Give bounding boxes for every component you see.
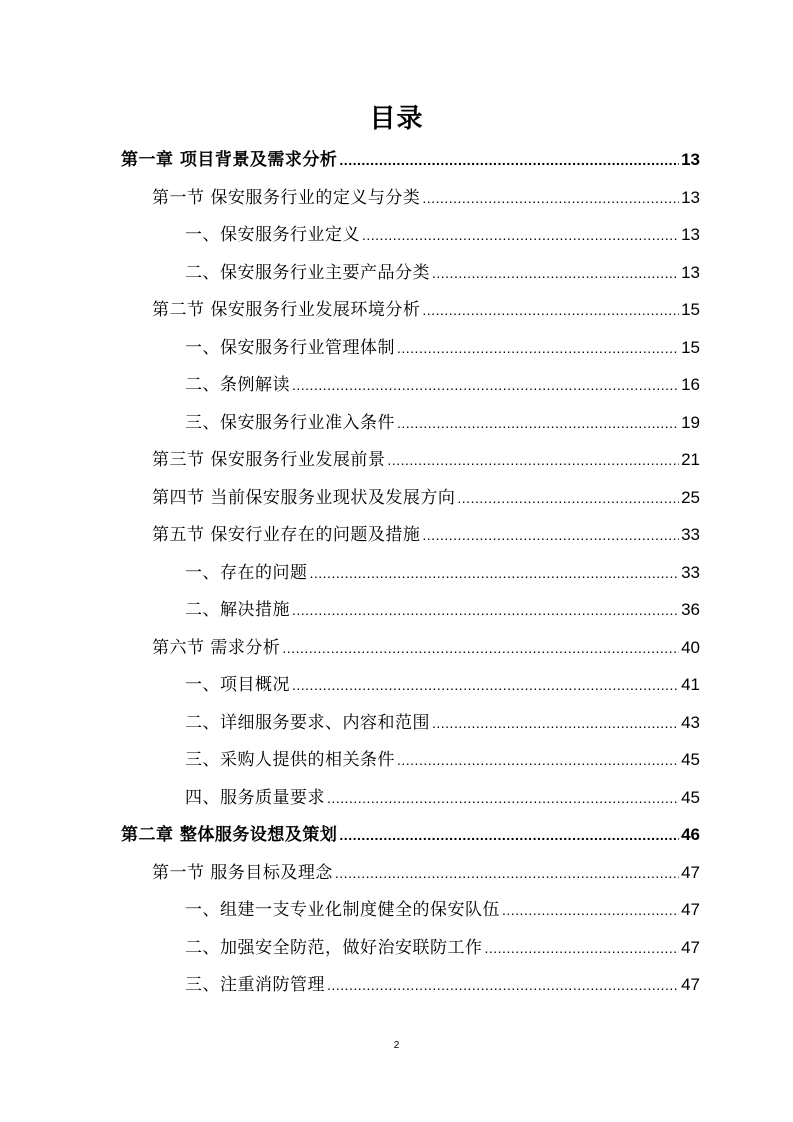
toc-entry-label: 一、保安服务行业定义 bbox=[185, 225, 360, 245]
toc-dot-leader bbox=[397, 752, 679, 768]
toc-entry-label: 第四节 当前保安服务业现状及发展方向 bbox=[152, 488, 456, 508]
toc-entry-chapter[interactable] bbox=[121, 820, 700, 850]
toc-entry-label: 第一节 保安服务行业的定义与分类 bbox=[152, 188, 421, 208]
toc-dot-leader bbox=[282, 640, 679, 656]
toc-entry-label: 第二节 保安服务行业发展环境分析 bbox=[152, 300, 421, 320]
toc-entry-page: 13 bbox=[681, 188, 700, 207]
toc-entry-page: 13 bbox=[681, 263, 700, 282]
toc-entry-subsection[interactable] bbox=[185, 895, 700, 925]
toc-entry-section[interactable] bbox=[152, 520, 700, 550]
toc-entry-page: 13 bbox=[681, 150, 700, 169]
toc-entry-subsection[interactable] bbox=[185, 595, 700, 625]
toc-entry-label: 第二章 整体服务设想及策划 bbox=[121, 825, 338, 845]
toc-entry-page: 47 bbox=[681, 900, 700, 919]
toc-entry-page: 15 bbox=[681, 300, 700, 319]
toc-dot-leader bbox=[387, 452, 679, 468]
toc-entry-subsection[interactable] bbox=[185, 558, 700, 588]
toc-entry-label: 第一章 项目背景及需求分析 bbox=[121, 150, 338, 170]
toc-entry-label: 一、保安服务行业管理体制 bbox=[185, 338, 395, 358]
toc-entry-page: 47 bbox=[681, 863, 700, 882]
toc-entry-subsection[interactable] bbox=[185, 670, 700, 700]
toc-entry-label: 四、服务质量要求 bbox=[185, 788, 325, 808]
toc-dot-leader bbox=[422, 302, 679, 318]
toc-entry-subsection[interactable] bbox=[185, 970, 700, 1000]
toc-entry-label: 二、加强安全防范，做好治安联防工作 bbox=[185, 938, 483, 958]
toc-entry-page: 13 bbox=[681, 225, 700, 244]
toc-dot-leader bbox=[292, 602, 679, 618]
toc-entry-label: 三、保安服务行业准入条件 bbox=[185, 413, 395, 433]
toc-entry-page: 47 bbox=[681, 938, 700, 957]
toc-dot-leader bbox=[485, 940, 680, 956]
toc-entry-label: 二、保安服务行业主要产品分类 bbox=[185, 263, 430, 283]
toc-entry-page: 41 bbox=[681, 675, 700, 694]
toc-entry-subsection[interactable] bbox=[185, 370, 700, 400]
toc-dot-leader bbox=[339, 152, 679, 168]
toc-title: 目录 bbox=[369, 104, 424, 134]
toc-entry-label: 一、组建一支专业化制度健全的保安队伍 bbox=[185, 900, 500, 920]
toc-dot-leader bbox=[292, 677, 679, 693]
toc-dot-leader bbox=[457, 490, 679, 506]
toc-entry-label: 第五节 保安行业存在的问题及措施 bbox=[152, 525, 421, 545]
toc-dot-leader bbox=[502, 902, 679, 918]
toc-dot-leader bbox=[432, 715, 679, 731]
toc-dot-leader bbox=[327, 790, 679, 806]
toc-entry-page: 19 bbox=[681, 413, 700, 432]
toc-entry-page: 21 bbox=[681, 450, 700, 469]
toc-entry-label: 三、采购人提供的相关条件 bbox=[185, 750, 395, 770]
toc-entry-label: 第一节 服务目标及理念 bbox=[152, 863, 333, 883]
toc-entry-page: 40 bbox=[681, 638, 700, 657]
toc-entry-label: 一、项目概况 bbox=[185, 675, 290, 695]
toc-entry-label: 二、解决措施 bbox=[185, 600, 290, 620]
toc-entry-label: 一、存在的问题 bbox=[185, 563, 308, 583]
toc-entry-page: 47 bbox=[681, 975, 700, 994]
toc-dot-leader bbox=[327, 977, 679, 993]
toc-dot-leader bbox=[362, 227, 679, 243]
toc-entry-section[interactable] bbox=[152, 445, 700, 475]
toc-entry-subsection[interactable] bbox=[185, 708, 700, 738]
toc-entry-page: 25 bbox=[681, 488, 700, 507]
toc-entry-subsection[interactable] bbox=[185, 745, 700, 775]
toc-entry-page: 45 bbox=[681, 788, 700, 807]
toc-dot-leader bbox=[397, 340, 679, 356]
toc-entry-section[interactable] bbox=[152, 858, 700, 888]
toc-entry-label: 二、详细服务要求、内容和范围 bbox=[185, 713, 430, 733]
toc-entry-page: 16 bbox=[681, 375, 700, 394]
toc-dot-leader bbox=[397, 415, 679, 431]
toc-entry-page: 43 bbox=[681, 713, 700, 732]
toc-dot-leader bbox=[310, 565, 680, 581]
toc-entry-subsection[interactable] bbox=[185, 220, 700, 250]
toc-entry-page: 33 bbox=[681, 563, 700, 582]
toc-dot-leader bbox=[432, 265, 679, 281]
toc-entry-page: 36 bbox=[681, 600, 700, 619]
toc-entry-subsection[interactable] bbox=[185, 408, 700, 438]
toc-dot-leader bbox=[422, 190, 679, 206]
toc-entry-subsection[interactable] bbox=[185, 933, 700, 963]
toc-entry-label: 第三节 保安服务行业发展前景 bbox=[152, 450, 386, 470]
toc-entry-section[interactable] bbox=[152, 295, 700, 325]
toc-dot-leader bbox=[292, 377, 679, 393]
page-number: 2 bbox=[393, 1040, 400, 1051]
toc-entry-section[interactable] bbox=[152, 633, 700, 663]
toc-entry-page: 33 bbox=[681, 525, 700, 544]
toc-entry-chapter[interactable] bbox=[121, 145, 700, 175]
toc-entry-page: 46 bbox=[681, 825, 700, 844]
toc-entry-page: 15 bbox=[681, 338, 700, 357]
toc-entry-section[interactable] bbox=[152, 183, 700, 213]
toc-entry-page: 45 bbox=[681, 750, 700, 769]
toc-entry-subsection[interactable] bbox=[185, 258, 700, 288]
toc-entry-subsection[interactable] bbox=[185, 333, 700, 363]
toc-dot-leader bbox=[422, 527, 679, 543]
toc-dot-leader bbox=[339, 827, 679, 843]
toc-entry-label: 第六节 需求分析 bbox=[152, 638, 281, 658]
toc-entry-label: 二、条例解读 bbox=[185, 375, 290, 395]
toc-entry-section[interactable] bbox=[152, 483, 700, 513]
toc-entry-label: 三、注重消防管理 bbox=[185, 975, 325, 995]
toc-entry-subsection[interactable] bbox=[185, 783, 700, 813]
toc-dot-leader bbox=[335, 865, 679, 881]
